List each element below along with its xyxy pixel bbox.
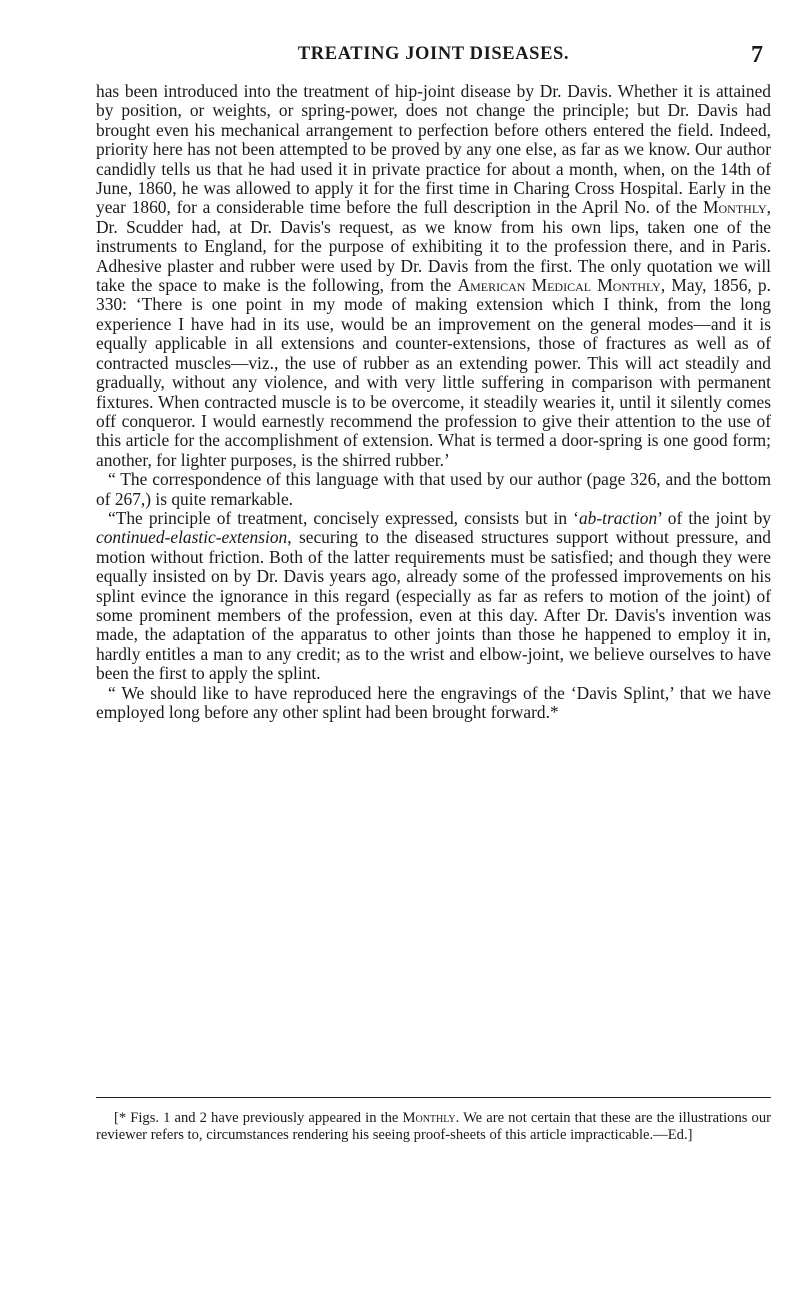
paragraph-3: [96, 509, 771, 684]
continued-elastic-extension-italic: continued-elastic-extension: [96, 527, 288, 548]
footnote-part-a: [* Figs. 1 and 2 have previously appeared in the: [114, 1110, 403, 1126]
paragraph-2: “ The correspondence of this language with that used by our author (page 326, and the bottom of 267,) is quite remarkable.: [96, 469, 771, 509]
page-number: 7: [751, 42, 763, 68]
running-head: TREATING JOINT DISEASES.: [297, 44, 570, 64]
paragraph-3-part-a: “The principle of treatment, concisely expressed, consists but in ‘: [108, 507, 579, 528]
paragraph-3-part-c: , securing to the diseased structures support without pressure, and motion without friction. Both of the latter requirements must be satisfied; and though they were equally insisted on by Dr. Davis years ago, already some of the professed improvements on his splint evince the ignorance in this regard (especially as far as refers to motion of the joint) of some prominent members of the profession, even at this day. After Dr. Davis's invention was made, the adaptation of the apparatus to other joints than those he happened to employ it in, hardly entitles a man to any credit; as to the wrist and elbow-joint, we believe ourselves to have been the first to apply the splint.: [96, 527, 771, 684]
footnote-monthly-small-caps: Monthly: [402, 1110, 456, 1126]
paragraph-1-part-a: has been introduced into the treatment of hip-joint disease by Dr. Davis. Whether it is attained by position, or weights, or spring-power, does not change the principle; but Dr. Davis had brought even his mechanical arrangement to perfection before others entered the field. Indeed, priority here has not been attempted to be proved by any one else, as far as we know. Our author candidly tells us that he had used it in private practice for about a month, when, on the 14th of June, 1860, he was allowed to apply it for the first time in Charing Cross Hospital. Early in the year 1860, for a considerable time before the full description in the April No. of the: [96, 81, 771, 218]
paragraph-1-part-b: , Dr. Scudder had, at Dr. Davis's request, as we know from his own lips, taken one of the instruments to England, for the purpose of exhibiting it to the profession there, and in Paris. Adhesive plaster and rubber were used by Dr. Davis from the first. The only quotation we will take the space to make is the following, from the: [96, 197, 771, 296]
paragraph-4: “ We should like to have reproduced here the engravings of the ‘Davis Splint,’ that we have employed long before any other splint had been brought forward.*: [96, 682, 771, 722]
paragraph-1-part-c: , May, 1856, p. 330: ‘There is one point in my mode of making extension which I think, from the long experience I have had in its use, would be an improvement on the general modes—and it is equally applicable in all extensions and counter-extensions, those of fractures as well as of contracted muscles—viz., the use of rubber as an extending power. This will act steadily and gradually, without any violence, and with very little suffering in comparison with permanent fixtures. When contracted muscle is to be overcome, it steadily wearies it, until it silently comes off conqueror. I would earnestly recommend the profession to give their attention to the use of this article for the accomplishment of extension. What is termed a door-spring is one good form; another, for lighter purposes, is the shirred rubber.’: [96, 275, 771, 470]
ab-traction-italic: ab-traction: [578, 507, 658, 528]
body-text: [96, 82, 771, 722]
paragraph-1: [96, 82, 771, 470]
american-medical-monthly-small-caps: American Medical Monthly: [457, 275, 661, 296]
paragraph-3-part-b: ’ of the joint by: [657, 507, 771, 528]
footnote-part-b: . We are not certain that these are the illustrations our reviewer refers to, circumstances rendering his seeing proof-sheets of this article impracticable.—Ed.]: [96, 1110, 771, 1143]
footnote-divider: [96, 1097, 771, 1098]
page-header: [96, 44, 771, 78]
footnote: [96, 1110, 771, 1144]
monthly-small-caps: Monthly: [703, 197, 767, 218]
